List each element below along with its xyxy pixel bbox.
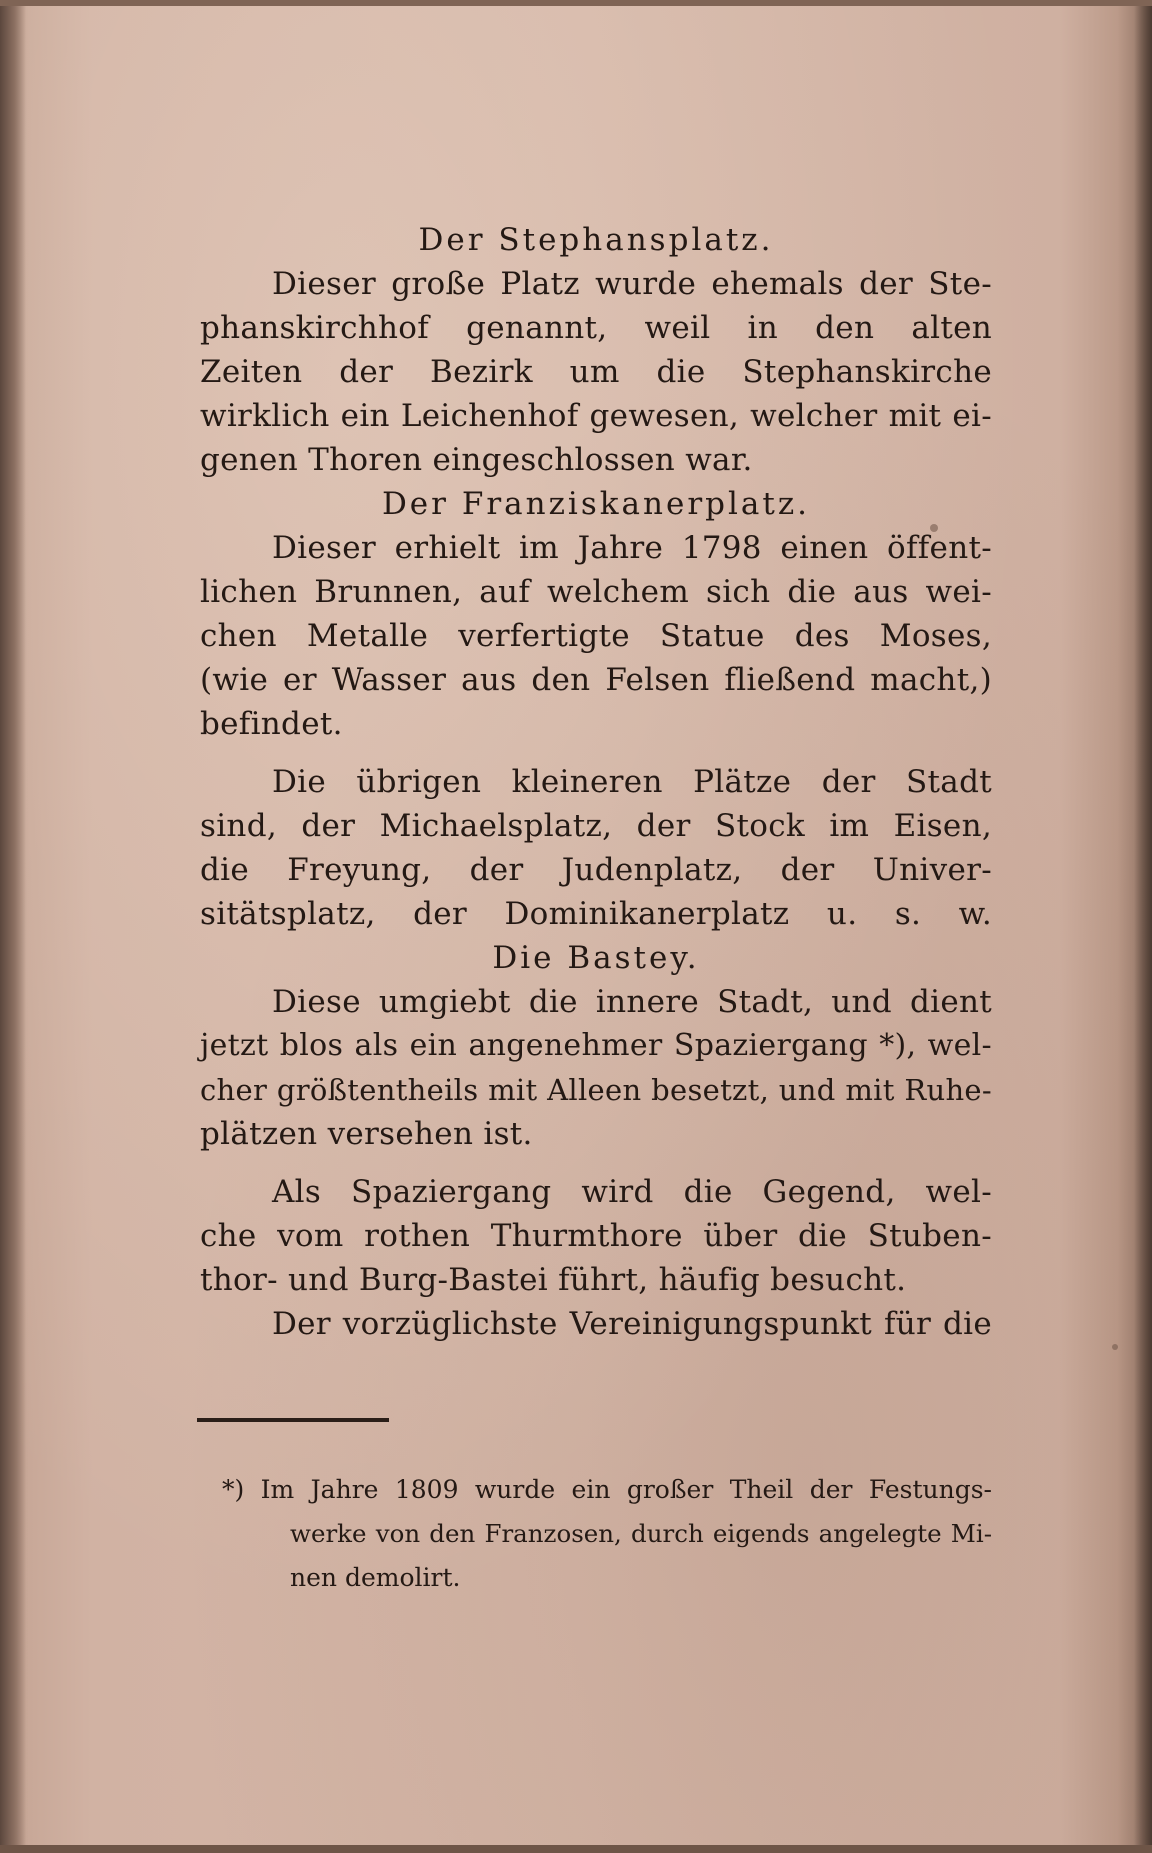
text-line: sind, der Michaelsplatz, der Stock im Eisen,	[200, 808, 992, 844]
text-line: die Freyung, der Judenplatz, der Univer-	[200, 852, 992, 888]
paragraph-gap	[200, 746, 992, 760]
footnote-line: werke von den Franzosen, durch eigends angelegte Mi-	[290, 1519, 992, 1548]
paragraph-gap	[200, 1156, 992, 1170]
page-edge-shadow	[1134, 6, 1152, 1845]
text-line: cher größtentheils mit Alleen besetzt, und mit Ruhe-	[200, 1073, 992, 1107]
text-line: sitätsplatz, der Dominikanerplatz u. s. w.	[200, 896, 992, 932]
text-line: wirklich ein Leichenhof gewesen, welcher mit ei-	[200, 398, 992, 434]
text-line: che vom rothen Thurmthore über die Stuben-	[200, 1218, 992, 1254]
footnote	[222, 1468, 992, 1600]
text-line: plätzen versehen ist.	[200, 1116, 533, 1152]
text-line: thor- und Burg-Bastei führt, häufig besucht.	[200, 1262, 907, 1298]
paper-stain	[1112, 1344, 1118, 1350]
text-line: Zeiten der Bezirk um die Stephanskirche	[200, 354, 992, 390]
text-line: chen Metalle verfertigte Statue des Moses,	[200, 618, 992, 654]
text-line: Diese umgiebt die innere Stadt, und dient	[272, 984, 992, 1020]
page-gutter-shadow	[0, 6, 26, 1845]
text-line: Dieser erhielt im Jahre 1798 einen öffent-	[272, 530, 992, 566]
text-line: genen Thoren eingeschlossen war.	[200, 442, 753, 478]
text-line: Die übrigen kleineren Plätze der Stadt	[272, 764, 992, 800]
footnote-rule	[197, 1418, 389, 1422]
text-line: Als Spaziergang wird die Gegend, wel-	[272, 1174, 992, 1210]
text-line: phanskirchhof genannt, weil in den alten	[200, 310, 992, 346]
text-line: (wie er Wasser aus den Felsen fließend macht,)	[200, 662, 992, 698]
text-line: Der vorzüglichste Vereinigungspunkt für die	[272, 1306, 992, 1342]
main-text	[200, 218, 992, 1346]
text-line: Dieser große Platz wurde ehemals der Ste-	[272, 266, 992, 302]
text-line: lichen Brunnen, auf welchem sich die aus wei-	[200, 574, 992, 610]
heading-stephansplatz: Der Stephansplatz.	[418, 222, 774, 258]
text-line: jetzt blos als ein angenehmer Spaziergang *), wel-	[200, 1028, 992, 1063]
footnote-line: *) Im Jahre 1809 wurde ein großer Theil der Festungs-	[222, 1475, 992, 1504]
footnote-line: nen demolirt.	[290, 1563, 461, 1592]
heading-franziskanerplatz: Der Franziskanerplatz.	[381, 486, 811, 522]
text-line: befindet.	[200, 706, 343, 742]
heading-bastey: Die Bastey.	[492, 940, 700, 976]
